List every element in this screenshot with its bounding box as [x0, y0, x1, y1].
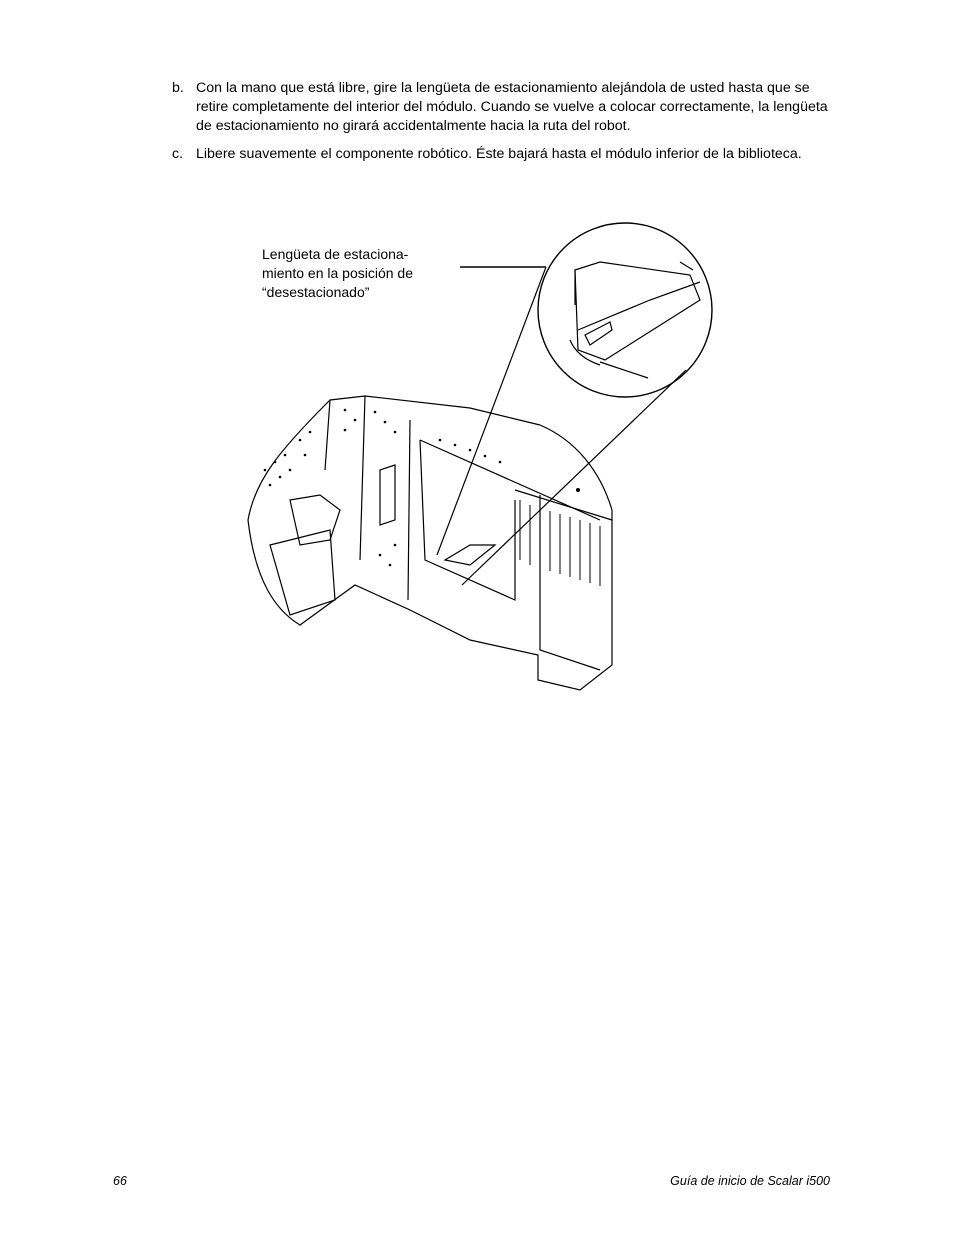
step-text: Libere suavemente el componente robótico. Éste bajará hasta el módulo inferior de la biblioteca. — [196, 146, 802, 162]
figure-callout-label: Lengüeta de estaciona- miento en la posición de “desestacionado” — [262, 246, 413, 300]
step-b — [172, 79, 844, 136]
step-c — [172, 145, 844, 164]
step-marker: b. — [172, 80, 184, 96]
document-title: Guía de inicio de Scalar i500 — [670, 1174, 830, 1188]
library-module — [248, 396, 612, 690]
zoom-line-bottom — [462, 370, 686, 585]
step-text: Con la mano que está libre, gire la lengüeta de estacionamiento alejándola de usted hasta que se retire completamente del interior del módulo. Cuando se vuelve a colocar correctamente, la lengüeta de estacionamiento no girará accidentalmente hacia la ruta del robot. — [196, 80, 828, 134]
page-number: 66 — [113, 1174, 127, 1188]
step-marker: c. — [172, 146, 184, 162]
